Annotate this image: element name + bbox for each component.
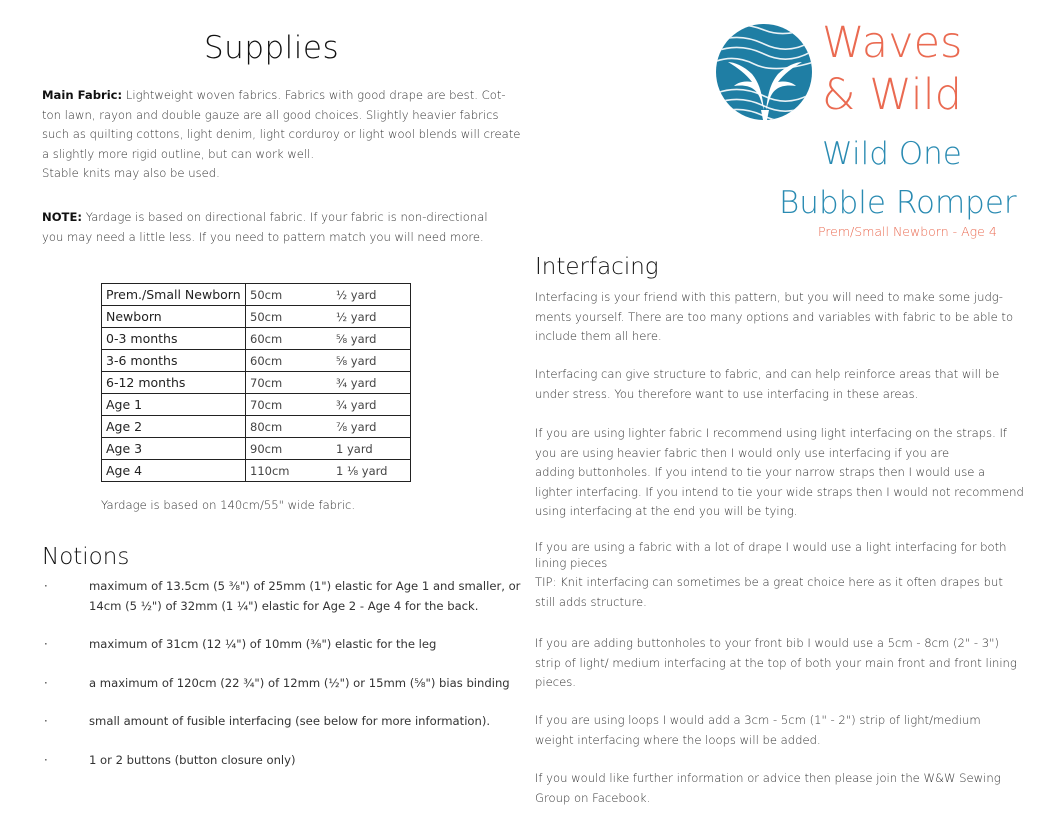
whale-tail-icon [714, 22, 814, 122]
yard-cell: 1 yard [330, 438, 411, 460]
interfacing-line: If you are using loops I would add a 3cm - 5cm (1" - 2") strip of light/medium [535, 713, 981, 727]
size-cell: Age 2 [102, 416, 246, 438]
pattern-title-line2: Bubble Romper [779, 185, 1017, 221]
note-paragraph [42, 208, 532, 247]
main-fabric-line: a slightly more rigid outline, but can work well. [42, 146, 315, 161]
notion-item [44, 674, 524, 694]
main-fabric-line: ton lawn, rayon and double gauze are all good choices. Slightly heavier fabrics [42, 107, 499, 122]
interfacing-line: If you are using a fabric with a lot of drape I would use a light interfacing for both [535, 540, 1007, 554]
cm-cell: 60cm [246, 328, 331, 350]
table-row [102, 394, 411, 416]
notion-text: maximum of 13.5cm (5 ⅜") of 25mm (1") elastic for Age 1 and smaller, or 14cm (5 ½") of 32mm (1 ¼") elastic for Age 2 - Age 4 for the back. [89, 579, 521, 613]
interfacing-line: If you would like further information or advice then please join the W&W Sewing [535, 771, 1001, 785]
interfacing-line: strip of light/ medium interfacing at the top of both your main front and front lining [535, 655, 1017, 670]
interfacing-line: include them all here. [535, 329, 662, 343]
note-line: you may need a little less. If you need to pattern match you will need more. [42, 229, 484, 244]
yard-cell: ¾ yard [330, 372, 411, 394]
bullet: · [44, 753, 48, 767]
notion-text: small amount of fusible interfacing (see below for more information). [89, 714, 491, 728]
pattern-title-line1: Wild One [822, 136, 962, 172]
table-row [102, 328, 411, 350]
bullet: · [44, 579, 48, 593]
table-row [102, 350, 411, 372]
interfacing-paragraph [535, 288, 1035, 347]
interfacing-paragraph [535, 424, 1035, 522]
yard-cell: ½ yard [330, 306, 411, 328]
note-line: Yardage is based on directional fabric. If your fabric is non-directional [82, 210, 488, 224]
yardage-table [101, 283, 411, 482]
main-fabric-line: such as quilting cottons, light denim, light corduroy or light wool blends will create [42, 127, 521, 141]
brand-name-line1: Waves [822, 18, 963, 68]
cm-cell: 70cm [246, 394, 331, 416]
interfacing-line: Interfacing is your friend with this pattern, but you will need to make some judg- [535, 290, 1003, 304]
size-cell: Age 4 [102, 460, 246, 482]
table-row [102, 306, 411, 328]
size-cell: Newborn [102, 306, 246, 328]
table-row [102, 416, 411, 438]
yard-cell: ¾ yard [330, 394, 411, 416]
interfacing-paragraph [535, 769, 1035, 808]
interfacing-line: pieces. [535, 675, 576, 689]
interfacing-paragraph [535, 538, 1035, 612]
size-range: Prem/Small Newborn - Age 4 [818, 224, 997, 239]
interfacing-line: lining pieces [535, 555, 608, 570]
interfacing-line: using interfacing at the end you will be tying. [535, 504, 798, 518]
main-fabric-line: Lightweight woven fabrics. Fabrics with good drape are best. Cot- [122, 88, 506, 102]
interfacing-paragraph [535, 634, 1035, 693]
brand-name-line2: & Wild [822, 70, 962, 120]
yard-cell: ½ yard [330, 284, 411, 306]
size-cell: 3-6 months [102, 350, 246, 372]
size-cell: 6-12 months [102, 372, 246, 394]
bullet: · [44, 676, 48, 690]
interfacing-heading: Interfacing [535, 254, 659, 280]
interfacing-line: you are using heavier fabric then I would only use interfacing if you are [535, 445, 950, 460]
main-fabric-label: Main Fabric: [42, 88, 123, 102]
cm-cell: 70cm [246, 372, 331, 394]
size-cell: 0-3 months [102, 328, 246, 350]
cm-cell: 50cm [246, 284, 331, 306]
interfacing-line: If you are using lighter fabric I recommend using light interfacing on the straps. If [535, 426, 1007, 440]
notions-heading: Notions [42, 544, 130, 570]
bullet: · [44, 637, 48, 651]
interfacing-line: weight interfacing where the loops will be added. [535, 732, 821, 747]
interfacing-line: ments yourself. There are too many options and variables with fabric to be able to [535, 309, 1014, 324]
bullet: · [44, 714, 48, 728]
table-row [102, 284, 411, 306]
cm-cell: 50cm [246, 306, 331, 328]
table-row [102, 372, 411, 394]
yard-cell: ⅝ yard [330, 350, 411, 372]
interfacing-line: lighter interfacing. If you intend to tie your wide straps then I would not recommend [535, 484, 1024, 499]
supplies-heading: Supplies [204, 30, 340, 66]
size-cell: Age 3 [102, 438, 246, 460]
notion-item [44, 712, 524, 732]
interfacing-line: Group on Facebook. [535, 790, 651, 805]
interfacing-line: adding buttonholes. If you intend to tie your narrow straps then I would use a [535, 465, 986, 479]
table-row [102, 438, 411, 460]
interfacing-line: If you are adding buttonholes to your front bib I would use a 5cm - 8cm (2" - 3") [535, 636, 1000, 650]
interfacing-line: TIP: Knit interfacing can sometimes be a great choice here as it often drapes but [535, 575, 1003, 589]
note-label: NOTE: [42, 210, 83, 224]
size-cell: Prem./Small Newborn [102, 284, 246, 306]
notion-text: a maximum of 120cm (22 ¾") of 12mm (½") or 15mm (⅝") bias binding [89, 676, 510, 690]
interfacing-line: under stress. You therefore want to use interfacing in these areas. [535, 386, 919, 401]
notion-item [44, 577, 524, 617]
yard-cell: 1 ⅛ yard [330, 460, 411, 482]
cm-cell: 90cm [246, 438, 331, 460]
yard-cell: ⅞ yard [330, 416, 411, 438]
interfacing-paragraph [535, 365, 1035, 404]
notion-item [44, 751, 524, 771]
main-fabric-line: Stable knits may also be used. [42, 166, 220, 180]
cm-cell: 110cm [246, 460, 331, 482]
notion-text: maximum of 31cm (12 ¼") of 10mm (⅜") elastic for the leg [89, 637, 437, 651]
interfacing-line: Interfacing can give structure to fabric, and can help reinforce areas that will be [535, 367, 1000, 381]
yard-cell: ⅝ yard [330, 328, 411, 350]
notion-text: 1 or 2 buttons (button closure only) [89, 753, 296, 767]
interfacing-line: still adds structure. [535, 594, 647, 609]
table-row [102, 460, 411, 482]
main-fabric-paragraph [42, 86, 532, 184]
cm-cell: 60cm [246, 350, 331, 372]
size-cell: Age 1 [102, 394, 246, 416]
interfacing-paragraph [535, 711, 1035, 750]
yardage-footnote: Yardage is based on 140cm/55" wide fabric. [101, 498, 356, 512]
notion-item [44, 635, 524, 655]
cm-cell: 80cm [246, 416, 331, 438]
